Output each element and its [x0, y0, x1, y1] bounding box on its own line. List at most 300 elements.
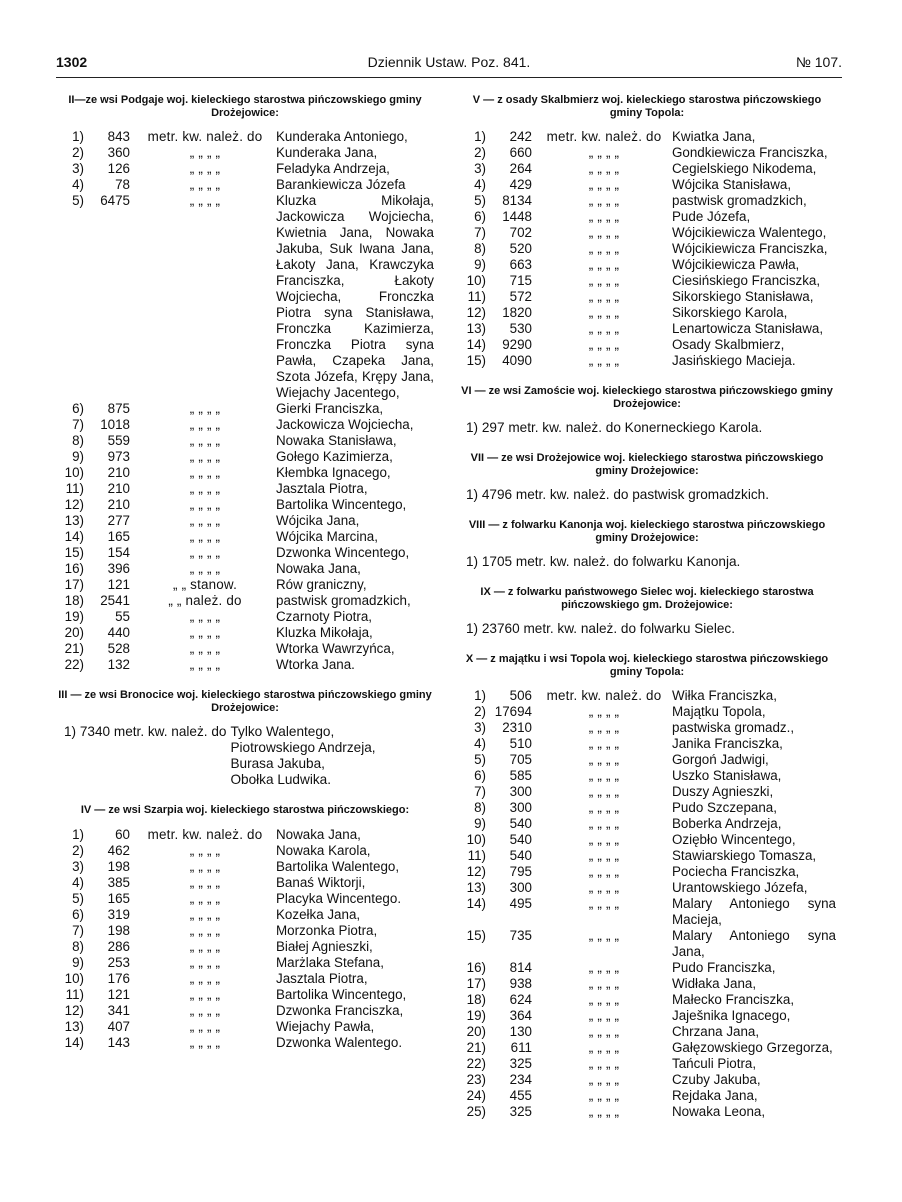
table-row — [458, 832, 836, 848]
row-number: 5) — [72, 193, 84, 208]
row-number: 10) — [64, 465, 84, 480]
row-number: 14) — [64, 529, 84, 544]
unit-text: „ „ „ „ — [189, 906, 221, 922]
table-row — [458, 241, 836, 257]
owner-name: Kwiatka Jana, — [672, 129, 756, 144]
owner-name: Tylko Walentego, — [230, 724, 335, 739]
table-row — [56, 481, 434, 497]
unit-text: „ „ „ „ — [588, 1088, 620, 1103]
table-row — [56, 593, 434, 609]
owner-name: Stawiarskiego Tomasza, — [672, 848, 817, 863]
row-number: 17) — [466, 976, 486, 991]
area-value: 319 — [107, 906, 130, 922]
table-row — [458, 337, 836, 353]
table-section-iv — [56, 827, 434, 1051]
unit-text: „ „ „ „ — [588, 992, 620, 1007]
row-number: 25) — [466, 1104, 486, 1119]
owner-name: Wójcika Jana, — [276, 513, 360, 528]
table-row — [458, 768, 836, 784]
row-number: 24) — [466, 1088, 486, 1103]
row-number: 10) — [466, 273, 486, 288]
row-number: 1) — [474, 688, 486, 703]
area-value: 325 — [509, 1104, 532, 1119]
owner-name: Barankiewicza Józefa — [276, 177, 406, 192]
table-row — [458, 1056, 836, 1072]
table-row — [56, 513, 434, 529]
unit-text: „ „ „ „ — [588, 257, 620, 272]
entry-section-viii: 1) 1705 metr. kw. należ. do folwarku Kanonja. — [466, 554, 741, 569]
owner-name: Duszy Agnieszki, — [672, 784, 774, 799]
area-value: 663 — [509, 257, 532, 272]
unit-text: „ „ „ „ — [189, 177, 221, 192]
owner-name: Majątku Topola, — [672, 704, 766, 719]
owner-name: Jasztala Piotra, — [276, 481, 368, 496]
area-value: 559 — [107, 433, 130, 448]
unit-text: „ „ „ „ — [588, 848, 620, 863]
owner-name: Morzonka Piotra, — [276, 922, 378, 938]
table-row — [56, 561, 434, 577]
section-heading-ii: II—ze wsi Podgaje woj. kieleckiego starostwa pińczowskiego gminy Drożejowice: — [68, 94, 422, 119]
unit-text: „ „ „ „ — [588, 864, 620, 879]
unit-text: „ „ „ „ — [588, 1072, 620, 1087]
unit-text: „ „ „ „ — [588, 289, 620, 304]
owner-name: Pude Józefa, — [672, 209, 751, 224]
owner-name: Burasa Jakuba, — [230, 756, 325, 771]
area-value: 60 — [115, 826, 130, 842]
owner-name: Rejdaka Jana, — [672, 1088, 758, 1103]
area-value: 795 — [509, 864, 532, 879]
owner-name: Wiłka Franciszka, — [672, 688, 777, 703]
table-row — [458, 1072, 836, 1088]
row-number: 14) — [466, 337, 486, 352]
table-row — [56, 193, 434, 401]
area-value: 165 — [107, 890, 130, 906]
table-row — [458, 225, 836, 241]
table-row — [458, 1104, 836, 1120]
row-number: 1) — [72, 129, 84, 144]
table-row — [458, 928, 836, 960]
unit-text: metr. kw. należ. do — [546, 129, 662, 144]
owner-name: Lenartowicza Stanisława, — [672, 321, 824, 336]
area-value: 9290 — [502, 337, 532, 352]
table-row — [458, 736, 836, 752]
table-row — [56, 955, 434, 971]
row-number: 12) — [64, 1002, 84, 1018]
row-number: 14) — [466, 896, 486, 911]
table-row — [56, 401, 434, 417]
row-number: 16) — [466, 960, 486, 975]
row-number: 6) — [72, 401, 84, 416]
table-row — [458, 1008, 836, 1024]
unit-text: „ „ „ „ — [588, 752, 620, 767]
entry-section-ix: 1) 23760 metr. kw. należ. do folwarku Sielec. — [466, 621, 735, 636]
unit-text: „ „ „ „ — [588, 321, 620, 336]
area-value: 1018 — [100, 417, 130, 432]
row-number: 6) — [474, 768, 486, 783]
area-value: 2310 — [502, 720, 532, 735]
unit-text: „ „ „ „ — [588, 209, 620, 224]
table-row — [458, 305, 836, 321]
row-number: 4) — [72, 874, 84, 890]
unit-text: „ „ „ „ — [189, 922, 221, 938]
unit-text: „ „ „ „ — [189, 858, 221, 874]
area-value: 585 — [509, 768, 532, 783]
area-value: 8134 — [502, 193, 532, 208]
section-heading-iii: III — ze wsi Bronocice woj. kieleckiego starostwa pińczowskiego gminy Drożejowice: — [58, 689, 432, 714]
table-row — [56, 891, 434, 907]
area-value: 814 — [509, 960, 532, 975]
row-number: 11) — [65, 481, 84, 496]
row-number: 7) — [474, 225, 486, 240]
area-value: 462 — [107, 842, 130, 858]
table-row — [56, 907, 434, 923]
area-value: 540 — [509, 832, 532, 847]
row-number: 9) — [72, 954, 84, 970]
table-row — [56, 177, 434, 193]
owner-name: Jasztala Piotra, — [276, 970, 368, 986]
unit-text: „ „ „ „ — [189, 481, 221, 496]
unit-text: „ „ stanow. — [173, 577, 237, 592]
area-value: 210 — [107, 481, 130, 496]
unit-text: metr. kw. należ. do — [147, 826, 263, 842]
row-number: 4) — [72, 177, 84, 192]
journal-title: Dziennik Ustaw. Poz. 841. — [367, 54, 531, 70]
unit-text: „ „ „ „ — [189, 465, 221, 480]
table-row — [56, 827, 434, 843]
owner-name: Malary Antoniego syna Jana, — [672, 928, 836, 959]
unit-text: metr. kw. należ. do — [546, 688, 662, 703]
row-number: 22) — [466, 1056, 486, 1071]
table-row — [458, 145, 836, 161]
area-value: 121 — [107, 577, 130, 592]
table-row — [458, 880, 836, 896]
row-number: 7) — [72, 922, 84, 938]
table-row — [458, 992, 836, 1008]
table-row — [56, 641, 434, 657]
area-value: 705 — [509, 752, 532, 767]
owner-name: Czuby Jakuba, — [672, 1072, 761, 1087]
unit-text: „ „ „ „ — [189, 449, 221, 464]
area-value: 121 — [107, 986, 130, 1002]
table-row — [458, 800, 836, 816]
row-number: 6) — [474, 209, 486, 224]
row-number: 11) — [467, 289, 486, 304]
area-value: 385 — [107, 874, 130, 890]
header-rule — [56, 77, 842, 78]
row-number: 3) — [474, 720, 486, 735]
unit-text: „ „ „ „ — [189, 874, 221, 890]
section-heading-viii: VIII — z folwarku Kanonja woj. kieleckiego starostwa pińczowskiego gminy Drożejowice: — [468, 519, 826, 544]
table-row — [56, 859, 434, 875]
area-value: 253 — [107, 954, 130, 970]
unit-text: „ „ „ „ — [189, 529, 221, 544]
unit-text: „ „ „ „ — [189, 1034, 221, 1050]
unit-text: „ „ „ „ — [588, 928, 620, 943]
area-value: 4090 — [502, 353, 532, 368]
area-value: 126 — [107, 161, 130, 176]
owner-name: Boberka Andrzeja, — [672, 816, 782, 831]
row-number: 12) — [466, 305, 486, 320]
unit-text: „ „ „ „ — [588, 273, 620, 288]
table-row — [458, 976, 836, 992]
unit-text: „ „ „ „ — [588, 976, 620, 991]
table-row — [458, 257, 836, 273]
unit-text: „ „ „ „ — [588, 960, 620, 975]
unit-text: „ „ „ „ — [588, 880, 620, 895]
table-row — [56, 497, 434, 513]
table-row — [56, 145, 434, 161]
area-value: 520 — [509, 241, 532, 256]
table-row — [56, 577, 434, 593]
area-value: 702 — [509, 225, 532, 240]
area-value: 938 — [509, 976, 532, 991]
owner-name: Wiejachy Pawła, — [276, 1018, 375, 1034]
area-value: 530 — [509, 321, 532, 336]
unit-text: „ „ „ „ — [588, 225, 620, 240]
row-number: 12) — [64, 497, 84, 512]
unit-text: „ „ „ „ — [588, 353, 620, 368]
owner-name: pastwiska gromadz., — [672, 720, 795, 735]
table-section-v — [458, 129, 836, 369]
table-row — [56, 545, 434, 561]
row-number: 3) — [474, 161, 486, 176]
unit-text: „ „ „ „ — [189, 986, 221, 1002]
area-value: 407 — [107, 1018, 130, 1034]
left-column — [56, 94, 434, 1055]
owner-name: Malary Antoniego syna Macieja, — [672, 896, 836, 927]
unit-text: „ „ „ „ — [189, 954, 221, 970]
unit-text: „ „ „ „ — [189, 938, 221, 954]
area-value: 396 — [107, 561, 130, 576]
entry-section-iii — [56, 724, 434, 788]
row-number: 9) — [474, 816, 486, 831]
unit-text: „ „ „ „ — [189, 161, 221, 176]
owner-name: Wójcikiewicza Pawła, — [672, 257, 800, 272]
unit-text: „ „ „ „ — [189, 890, 221, 906]
unit-text: „ „ „ „ — [189, 401, 221, 416]
owner-name: Wójcika Stanisława, — [672, 177, 792, 192]
section-heading-x: X — z majątku i wsi Topola woj. kieleckiego starostwa pińczowskiego gminy Topola: — [465, 653, 829, 678]
area-value: 843 — [107, 129, 130, 144]
area-value: 264 — [509, 161, 532, 176]
unit-text: „ „ „ „ — [189, 193, 221, 208]
table-row — [458, 353, 836, 369]
unit-text: „ „ „ „ — [588, 1040, 620, 1055]
owner-name: pastwisk gromadzkich, — [672, 193, 807, 208]
row-number: 1) — [72, 826, 84, 842]
table-row — [56, 433, 434, 449]
row-number: 9) — [474, 257, 486, 272]
owner-name: Wtorka Wawrzyńca, — [276, 641, 395, 656]
unit-text: „ „ „ „ — [588, 1056, 620, 1071]
row-number: 19) — [64, 609, 84, 624]
row-number: 15) — [64, 545, 84, 560]
issue-number: № 107. — [795, 54, 842, 70]
area-value: 455 — [509, 1088, 532, 1103]
owner-name: Wtorka Jana. — [276, 657, 355, 672]
owner-name: Nowaka Leona, — [672, 1104, 766, 1119]
area-value: 300 — [509, 880, 532, 895]
area-value: 540 — [509, 848, 532, 863]
area-value: 234 — [509, 1072, 532, 1087]
owner-name: Bartolika Wincentego, — [276, 986, 407, 1002]
row-number: 13) — [466, 321, 486, 336]
table-row — [458, 688, 836, 704]
table-row — [458, 1024, 836, 1040]
owner-name: Widłaka Jana, — [672, 976, 757, 991]
unit-text: „ „ „ „ — [588, 816, 620, 831]
table-row — [56, 657, 434, 673]
owner-name: Marżlaka Stefana, — [276, 954, 384, 970]
table-row — [458, 289, 836, 305]
section-heading-ix: IX — z folwarku państwowego Sielec woj. kieleckiego starostwa pińczowskiego gm. Drożejowice: — [480, 586, 814, 611]
owner-name: Oziębło Wincentego, — [672, 832, 796, 847]
owner-name: Feladyka Andrzeja, — [276, 161, 390, 176]
owner-name: Urantowskiego Józefa, — [672, 880, 808, 895]
owner-name: Ciesińskiego Franciszka, — [672, 273, 821, 288]
table-row — [458, 848, 836, 864]
owner-name: Chrzana Jana, — [672, 1024, 760, 1039]
unit-text: „ „ „ „ — [588, 832, 620, 847]
area-value: 1448 — [502, 209, 532, 224]
owner-name: Placyka Wincentego. — [276, 890, 402, 906]
area-value: 165 — [107, 529, 130, 544]
unit-text: „ „ „ „ — [588, 1024, 620, 1039]
unit-text: „ „ „ „ — [189, 641, 221, 656]
area-value: 528 — [107, 641, 130, 656]
row-number: 15) — [466, 353, 486, 368]
area-value: 540 — [509, 816, 532, 831]
document-page — [56, 52, 842, 1119]
row-number: 18) — [466, 992, 486, 1007]
table-section-x — [458, 688, 836, 1120]
row-number: 2) — [72, 842, 84, 858]
area-value: 286 — [107, 938, 130, 954]
unit-text: „ „ „ „ — [189, 609, 221, 624]
area-value: 735 — [509, 928, 532, 943]
owner-name: Kozełka Jana, — [276, 906, 361, 922]
row-number: 11) — [65, 986, 84, 1002]
row-number: 23) — [466, 1072, 486, 1087]
owner-name: Gondkiewicza Franciszka, — [672, 145, 828, 160]
table-row — [458, 864, 836, 880]
unit-text: „ „ „ „ — [588, 305, 620, 320]
unit-text: „ „ „ „ — [588, 720, 620, 735]
table-row — [56, 529, 434, 545]
area-value: 973 — [107, 449, 130, 464]
owner-name: Dzwonka Wincentego, — [276, 545, 410, 560]
table-row — [458, 1088, 836, 1104]
unit-text: „ „ „ „ — [189, 497, 221, 512]
row-number: 15) — [466, 928, 486, 943]
owner-name: Sikorskiego Karola, — [672, 305, 788, 320]
row-number: 2) — [474, 704, 486, 719]
owner-name: Czarnoty Piotra, — [276, 609, 373, 624]
unit-text: „ „ „ „ — [588, 736, 620, 751]
area-value: 132 — [107, 657, 130, 672]
owner-name: Banaś Wiktorji, — [276, 874, 366, 890]
row-number: 10) — [64, 970, 84, 986]
row-number: 10) — [466, 832, 486, 847]
table-row — [56, 609, 434, 625]
unit-text: „ „ „ „ — [189, 561, 221, 576]
row-number: 6) — [72, 906, 84, 922]
unit-text: „ „ „ „ — [588, 337, 620, 352]
unit-text: „ „ „ „ — [588, 1104, 620, 1119]
area-value: 660 — [509, 145, 532, 160]
row-number: 8) — [474, 800, 486, 815]
owner-name: Wójcikiewicza Walentego, — [672, 225, 827, 240]
row-number: 17) — [64, 577, 84, 592]
unit-text: „ „ „ „ — [588, 896, 620, 911]
owner-name: pastwisk gromadzkich, — [276, 593, 411, 608]
row-number: 3) — [72, 858, 84, 874]
unit-text: „ „ „ „ — [588, 704, 620, 719]
area-value: 875 — [107, 401, 130, 416]
owner-name: Bartolika Walentego, — [276, 858, 400, 874]
unit-text: „ „ „ „ — [189, 513, 221, 528]
row-number: 13) — [466, 880, 486, 895]
section-heading-v: V — z osady Skalbmierz woj. kieleckiego starostwa pińczowskiego gminy Topola: — [472, 94, 822, 119]
owner-name: Kluzka Mikołaja, — [276, 625, 373, 640]
owner-name: Białej Agnieszki, — [276, 938, 373, 954]
area-value: 176 — [107, 970, 130, 986]
area-value: 17694 — [494, 704, 532, 719]
table-row — [56, 417, 434, 433]
unit-text: „ „ „ „ — [588, 784, 620, 799]
owner-name: Janika Franciszka, — [672, 736, 783, 751]
section-heading-vii: VII — ze wsi Drożejowice woj. kieleckiego starostwa pińczowskiego gminy Drożejowice: — [470, 452, 824, 477]
section-heading-iv: IV — ze wsi Szarpia woj. kieleckiego starostwa pińczowskiego: — [80, 804, 410, 816]
table-row — [56, 923, 434, 939]
area-value: 242 — [509, 129, 532, 144]
owner-name: Jasińskiego Macieja. — [672, 353, 796, 368]
area-value: 1820 — [502, 305, 532, 320]
page-number: 1302 — [56, 54, 88, 70]
row-number: 2) — [72, 145, 84, 160]
row-number: 13) — [64, 513, 84, 528]
area-value: 6475 — [100, 193, 130, 208]
owner-name: Pociecha Franciszka, — [672, 864, 800, 879]
owner-name: Nowaka Stanisława, — [276, 433, 397, 448]
unit-text: „ „ „ „ — [189, 433, 221, 448]
table-row — [458, 193, 836, 209]
area-value: 277 — [107, 513, 130, 528]
table-row — [56, 971, 434, 987]
row-number: 20) — [64, 625, 84, 640]
table-row — [458, 720, 836, 736]
table-section-ii — [56, 129, 434, 673]
area-value: 154 — [107, 545, 130, 560]
row-number: 7) — [72, 417, 84, 432]
unit-text: „ „ „ „ — [588, 800, 620, 815]
row-number: 20) — [466, 1024, 486, 1039]
area-value: 300 — [509, 800, 532, 815]
table-row — [56, 465, 434, 481]
table-row — [56, 939, 434, 955]
row-number: 12) — [466, 864, 486, 879]
table-row — [458, 273, 836, 289]
table-row — [458, 896, 836, 928]
row-number: 5) — [474, 752, 486, 767]
unit-text: „ „ „ „ — [588, 193, 620, 208]
table-row — [56, 625, 434, 641]
owner-name: Jaješnika Ignacego, — [672, 1008, 791, 1023]
owner-name: Sikorskiego Stanisława, — [672, 289, 814, 304]
row-number: 14) — [64, 1034, 84, 1050]
area-value: 78 — [115, 177, 130, 192]
entry-section-vi: 1) 297 metr. kw. należ. do Konerneckiego Karola. — [466, 420, 763, 435]
